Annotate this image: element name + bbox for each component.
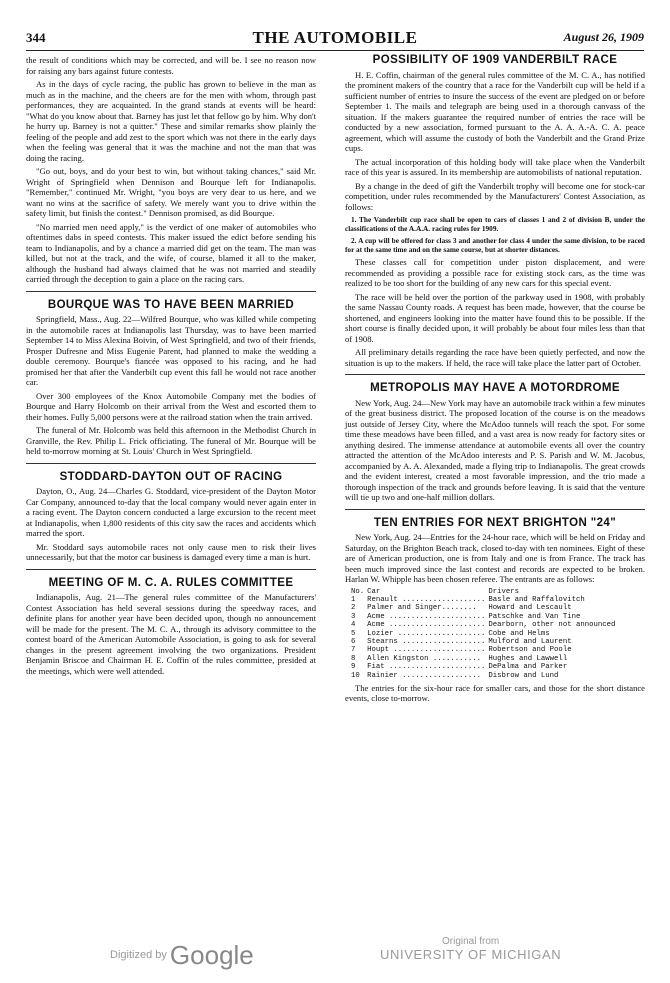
digitized-label: Digitized by (110, 949, 167, 961)
bourque-paragraph-2: Over 300 employees of the Knox Automobile Company met the bodies of Bourque and Harry Holcomb on their arrival from the West and escorted them to their homes. Fully 5,000 persons were at the railroad station when the train arrived. (26, 390, 316, 422)
university-label: UNIVERSITY OF MICHIGAN (380, 947, 562, 962)
bourque-paragraph-3: The funeral of Mr. Holcomb was held this afternoon in the Methodist Church in Granville, the Rev. Philip L. Frick officiating. The funeral of Mr. Bourque will be held to-morrow morning at St. Louis' Church in West Springfield. (26, 425, 316, 456)
right-column (345, 55, 645, 707)
vanderbilt-paragraph-2: The actual incorporation of this holding body will take place when the Vanderbilt race of this year is assured. In its membership are automobilists of national reputation. (345, 156, 645, 177)
no-married-paragraph: "No married men need apply," is the verdict of one maker of automobiles who oftentimes dabs in speed contests. This maker issued the edict before sending his team to Indianapolis, and by a chance a married did get on the team. The man was killed, but not at the track, and the wife, of course, blamed it all to the maker, although the husband had always claimed that he was not married and steadily carried through the deception to gain a place on the racing cars. (26, 221, 316, 284)
table-row (351, 663, 618, 671)
vanderbilt-paragraph-1: H. E. Coffin, chairman of the general rules committee of the M. C. A., has notified the prominent makers of the country that a race for the Vanderbilt cup will be held if a sufficient number of entries to insure the success of the event are pledged on or before September 1. The mails and telegraph are being used in a thorough canvass of the situation. If the makers guarantee the required number of entries the race will be conducted by a new association, formed pursuant to the A. A. A.-A. C. A. peace agreement, which will assume the custody of both the Vanderbilt and the Grand Prize cups. (345, 69, 645, 153)
metropolis-paragraph: New York, Aug. 24—New York may have an automobile track within a few minutes of the great business district. The proposed location of the course is on the meadows just outside of Jersey City, where the McAdoo tunnels will reach the spot. For some time these meadows have been filled, and a vast area is now ready for factory sites or anything desired. The immense attendance at automobile events all over the country attracted the attention of the McAdoo interests and P. S. Parish and W. M. Jacobus, accompanied by A. A. Alexanded, made a flying trip to Indianapolis. The great crowds and the evident interest, created a most favorable impression, and the trio made a thorough inspection of the track and grounds before leaving. It is said that the venture will tie up two and one-half million dollars. (345, 397, 645, 502)
entry-no: 2 (351, 604, 356, 613)
entry-drivers: Disbrow and Lund (488, 671, 559, 680)
brighton-paragraph-2: The entries for the six-hour race for smaller cars, and those for the short distance events, close to-morrow. (345, 682, 645, 704)
mca-heading: MEETING OF M. C. A. RULES COMMITTEE (26, 569, 316, 589)
stoddard-paragraph-1: Dayton, O., Aug. 24—Charles G. Stoddard, vice-president of the Dayton Motor Car Company, announced to-day that the local company would never again enter in a racing event. The Dayton concern conducted a large excursion to the recent meet at Indianapolis, when 1,800 residents of this city saw the races and accidents which marred the sport. (26, 486, 316, 538)
entry-drivers: Howard and Lescault (488, 604, 572, 613)
entry-no: 8 (351, 654, 356, 663)
entry-drivers: Mulford and Laurent (488, 637, 572, 646)
entry-no: 10 (351, 671, 360, 680)
entry-no: 7 (351, 646, 356, 655)
cycle-racing-paragraph: As in the days of cycle racing, the public has grown to believe in the man as much as in the machine, and the cheers are for the men with whom, through past performances, they are acquainted. In the grand stands at events will be heard: "What do you know about that. Barney has just let that fellow go by him. Why don't he hurry up. Barney is not a quitter." These and similar remarks show plainly the feeling of the people and add zest to the sport which was not there in the early days when the feeling was general that it was the machine and not the man that was doing the racing. (26, 79, 316, 163)
bourque-paragraph-1: Springfield, Mass., Aug. 22—Wilfred Bourque, who was killed while competing in the automobile races at Indianapolis last Thursday, was to have been married September 14 to Miss Alexina Boivin, of West Springfield, and two of their friends, Prosper Dufresne and Miss Eugenie Parent, had planned to make the wedding a double ceremony. Bourque's fiancée was opposed to his racing, and he had promised her that after the Vanderbilt cup event this fall he would not race another car. (26, 314, 316, 387)
table-row (351, 613, 618, 621)
entry-car: Lozier .................... (367, 629, 486, 638)
page-number: 344 (26, 30, 46, 45)
bourque-heading: BOURQUE WAS TO HAVE BEEN MARRIED (26, 291, 316, 311)
brighton-heading: TEN ENTRIES FOR NEXT BRIGHTON "24" (345, 509, 645, 529)
issue-date: August 26, 1909 (563, 30, 644, 44)
brighton-paragraph-1: New York, Aug. 24—Entries for the 24-hour race, which will be held on Friday and Saturday, on the Brighton Beach track, closed to-day with ten nominees. Eight of these are of American production, one is from Italy and one is from France. The track has been much improved since the last contest and records are expected to be broken. Harlan W. Whipple has been chosen referee. The entrants are as follows: (345, 532, 645, 584)
table-header-no: No. (351, 587, 365, 596)
rule-2: 2. A cup will be offered for class 3 and another for class 4 under the same division, to be raced for at the same time and on the same course, but at shorter distances. (345, 236, 645, 254)
entry-no: 5 (351, 629, 356, 638)
entry-drivers: DePalma and Parker (488, 663, 568, 672)
page-header (26, 28, 644, 50)
entry-drivers: Patschke and Van Tine (488, 612, 581, 621)
entry-car: Stearns ................... (367, 637, 486, 646)
mca-paragraph: Indianapolis, Aug. 21—The general rules committee of the Manufacturers' Contest Association has held several sessions during the speedway races, and definite plans for another year have been decided upon, though no announcement will be made for the present. The M. C. A., through its advisory committee to the contest board of the American Automobile Association, is going to ask for several changes in the present agreement involving the two organizations. President Benjamin Briscoe and Chairman H. E. Coffin of the rules committee, presided at the meetings, which were well attended. (26, 592, 316, 676)
table-row (351, 596, 618, 604)
table-row (351, 604, 618, 612)
entry-car: Fiat ...................... (367, 663, 486, 672)
entry-car: Rainier .................. (367, 671, 481, 680)
entry-no: 3 (351, 612, 356, 621)
vanderbilt-heading: POSSIBILITY OF 1909 VANDERBILT RACE (372, 54, 618, 66)
page-title: THE AUTOMOBILE (252, 28, 418, 47)
entry-drivers: Robertson and Poole (488, 646, 572, 655)
entry-drivers: Cobe and Helms (488, 629, 550, 638)
table-row (351, 646, 618, 654)
table-row (351, 638, 618, 646)
original-label: Original from (442, 936, 500, 947)
table-header-drivers: Drivers (488, 587, 520, 596)
entry-car: Palmer and Singer........ (367, 604, 477, 613)
table-row (351, 655, 618, 663)
left-column (26, 55, 316, 679)
entries-table (351, 588, 618, 680)
entry-car: Acme ...................... (367, 612, 486, 621)
digitized-watermark (110, 940, 254, 971)
intro-paragraph: the result of conditions which may be corrected, and will be. I see no reason now for raising any bars against future contests. (26, 55, 316, 76)
entry-drivers: Dearborn, other not announced (488, 621, 616, 630)
entry-no: 4 (351, 621, 356, 630)
entry-car: Houpt ..................... (367, 646, 486, 655)
header-rule (26, 50, 644, 51)
go-out-paragraph: "Go out, boys, and do your best to win, but without taking chances," said Mr. Wright of Springfield when Dennison and Bourque left for Indianapolis. "Remember," continued Mr. Wright, "you boys are very dear to us here, and we want no wins at the sacrifice of safety. We merely want you to drive within the safety limit, but finish the contest." Dennison promised, as did Bourque. (26, 166, 316, 218)
table-header-car: Car (367, 587, 381, 596)
google-logo: Google (169, 940, 254, 970)
entry-car: Acme ...................... (367, 621, 486, 630)
entry-no: 9 (351, 663, 356, 672)
table-row (351, 630, 618, 638)
vanderbilt-paragraph-6: All preliminary details regarding the race have been quietly perfected, and now the situation is up to the makers. If held, the race will take place the latter part of October. (345, 347, 645, 368)
entry-drivers: Basle and Raffalovitch (488, 595, 585, 604)
vanderbilt-paragraph-5: The race will be held over the portion of the parkway used in 1908, with probably the same Nassau County roads. A request has been made, however, that the course be shortened, and engineers looking into the matter have found this to be possible. If the short course is finally decided upon, it will probably be about four miles less than that of 1908. (345, 291, 645, 344)
vanderbilt-paragraph-3: By a change in the deed of gift the Vanderbilt trophy will become one for stock-car competition, under rules recommended by the Manufacturers' Contest Association, as follows: (345, 180, 645, 212)
table-row (351, 672, 618, 680)
source-watermark (380, 936, 561, 962)
rule-1: 1. The Vanderbilt cup race shall be open to cars of classes 1 and 2 of division B, under the classifications of the A.A.A. racing rules for 1909. (345, 215, 645, 233)
entry-no: 6 (351, 637, 356, 646)
metropolis-heading: METROPOLIS MAY HAVE A MOTORDROME (345, 374, 645, 394)
entry-car: Allen Kingston ........... (367, 654, 481, 663)
entry-car: Renault ................... (367, 595, 486, 604)
entry-drivers: Hughes and Lawwell (488, 654, 568, 663)
stoddard-paragraph-2: Mr. Stoddard says automobile races not only cause men to risk their lives unnecessarily, but that the motor car business is damaged every time a man is hurt. (26, 541, 316, 562)
vanderbilt-paragraph-4: These classes call for competition under piston displacement, and were recommended as providing a possible race for existing stock cars, as the time was realized to be too short for the building of any new cars for this special event. (345, 257, 645, 288)
table-row (351, 621, 618, 629)
stoddard-heading: STODDARD-DAYTON OUT OF RACING (26, 463, 316, 483)
entry-no: 1 (351, 595, 356, 604)
